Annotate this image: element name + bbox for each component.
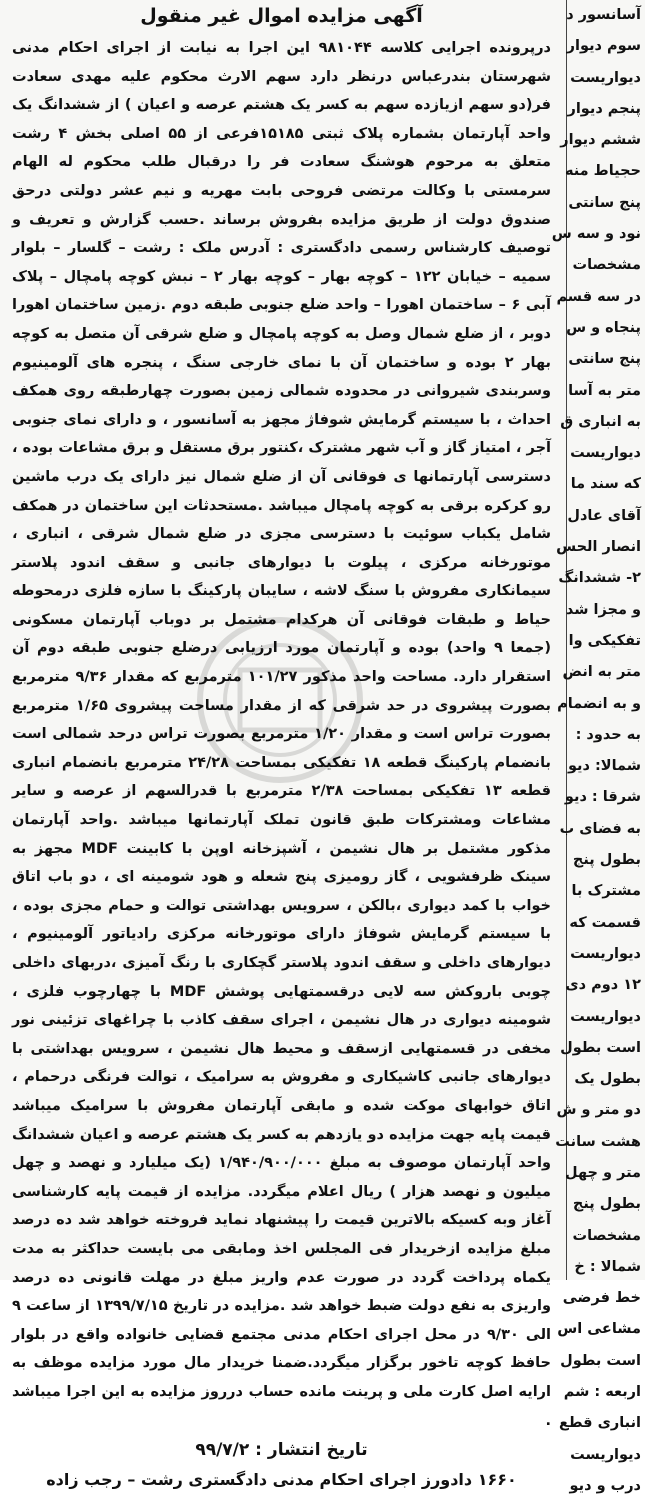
side-column-line: که سند ما bbox=[570, 476, 641, 493]
notice-title: آگهی مزایده اموال غیر منقول bbox=[140, 5, 423, 27]
side-column-line: در سه قسم bbox=[556, 288, 641, 305]
side-column-line: بطول یک bbox=[574, 1071, 641, 1088]
side-column-line: تفکیکی وا bbox=[568, 632, 641, 649]
side-column-line: درب و دیو bbox=[569, 1477, 641, 1494]
side-column-line: قسمت که bbox=[569, 914, 641, 931]
side-column-line: شرقا : دیو bbox=[564, 789, 641, 806]
adjacent-notice-column bbox=[551, 0, 645, 1494]
notice-body: درپرونده اجرایی کلاسه ۹۸۱۰۴۴ این اجرا به نیابت از اجرای احکام مدنی شهرستان بندرعباس درنظر دارد سهم الارث محکوم علیه مهدی سعادت فر(دو سهم ازیازده سهم به کسر یک هشتم عرصه و اعیان ) از ششدانگ یک واحد آپارتمان بشماره پلاک ثبتی ۱۵۱۸۵فرعی از ۵۵ اصلی بخش ۴ رشت متعلق به مرحوم هوشنگ سعادت فر را درقبال طلب محکوم له الهام سرمستی با وکالت مرتضی فروحی بابت مهریه و نیم عشر دولتی درحق صندوق دولت از طریق مزایده بفروش برساند .حسب گزارش و تعریف و توصیف کارشناس رسمی دادگستری : آدرس ملک : رشت – گلسار – بلوار سمیه – خیابان ۱۲۲ – کوچه بهار – کوچه بهار ۲ – نبش کوچه پامچال – پلاک آبی ۶ – ساختمان اهورا – واحد ضلع جنوبی طبقه دوم .زمین ساختمان اهورا دوبر ، از ضلع شمال وصل به کوچه پامچال و ضلع شرقی آن متصل به کوچه بهار ۲ بوده و ساختمان آن با نمای خارجی سنگ ، پنجره های آلومینیوم وسربندی شیروانی در محدوده شمالی زمین بصورت چهارطبقه روی همکف احداث ، با سیستم گرمایش شوفاژ مجهز به آسانسور ، و دارای نمای جنوبی آجر ، امتیاز گاز و آب شهر مشترک ،کنتور برق مستقل و برق مشاعات بوده ، دسترسی آپارتمانها ی فوقانی آن از ضلع شمال نیز دارای یک درب ماشین رو کرکره برقی به کوچه پامچال میباشد .مستحدثات این ساختمان در همکف شامل یکباب سوئیت با دسترسی مجزی در ضلع شمال شرقی ، انباری ، موتورخانه مرکزی ، پیلوت با دیوارهای جانبی و سقف اندود پلاستر سیمانکاری مفروش با سنگ لاشه ، سایبان پارکینگ با سازه فلزی درمحوطه حیاط و طبقات فوقانی آن هرکدام مشتمل بر دوباب آپارتمان مسکونی (جمعا ۹ واحد) بوده و آپارتمان مورد ارزیابی درضلع جنوبی طبقه دوم آن استقرار دارد. مساحت واحد مذکور ۱۰۱/۲۷ مترمربع که مقدار ۹/۳۶ مترمربع بصورت پیشروی در حد شرقی که از مقدار مساحت پیشروی ۱/۶۵ مترمربع بصورت تراس است و مقدار ۱/۲۰ مترمربع بصورت تراس درحد شمالی است بانضمام پارکینگ قطعه ۱۸ تفکیکی بمساحت ۲۴/۲۸ مترمربع بانضمام انباری قطعه ۱۳ تفکیکی بمساحت ۲/۳۸ مترمربع با قدرالسهم از عرصه و سایر مشاعات ومشترکات طبق قانون تملک آپارتمانها میباشد .واحد آپارتمان مذکور مشتمل بر هال نشیمن ، آشپزخانه اوپن با کابینت MDF مجهز به سینک ظرفشویی ، گاز رومیزی پنج شعله و هود شومینه ای ، دو باب اتاق خواب با کمد دیواری ،بالکن ، سرویس بهداشتی توالت و حمام مجزی بوده ، با سیستم گرمایش شوفاژ دارای موتورخانه مرکزی رادیاتور آلومینیوم ، دیوارهای داخلی و سقف اندود پلاستر گچکاری با رنگ آمیزی ،دربهای داخلی چوبی باروکش سه لایی درقسمتهایی پوشش MDF با چهارچوب فلزی ، شومینه دیواری در هال نشیمن ، اجرای سقف کاذب با چراغهای تزئینی نور مخفی در قسمتهایی ازسقف و محیط هال نشیمن ، سرویس بهداشتی با دیوارهای جانبی کاشیکاری و مفروش به سرامیک ، توالت فرنگی درحمام ، اتاق خوابهای موکت شده و مابقی آپارتمان مفروش با سرامیک میباشد قیمت پایه جهت مزایده دو یازدهم به کسر یک هشتم عرصه و اعیان ششدانگ واحد آپارتمان موصوف به مبلغ ۱/۹۴۰/۹۰۰/۰۰۰ (یک میلیارد و نهصد و چهل میلیون و نهصد هزار ) ریال اعلام میگردد. مزایده از قیمت پایه کارشناسی آغاز وبه کسیکه بالاترین قیمت را پیشنهاد نماید فروخته خواهد شد ده درصد مبلغ مزایده ازخریدار فی المجلس اخذ ومابقی می بایست حداکثر به مدت یکماه پرداخت گردد در صورت عدم واریز مبلغ در مهلت قانونی ده درصد واریزی به نفع دولت ضبط خواهد شد .مزایده در تاریخ ۱۳۹۹/۷/۱۵ از ساعت ۹ الی ۹/۳۰ در محل اجرای احکام مدنی مجتمع قضایی خانواده واقع در بلوار حافظ کوچه تاخور برگزار میگردد.ضمنا خریدار مال مورد مزایده موظف به ارایه اصل کارت ملی و پرینت مانده حساب درروز مزایده به این اجرا میباشد . bbox=[12, 40, 552, 1429]
side-column-line: پنجم دیوار bbox=[567, 100, 641, 117]
side-column-line: ششم دیوار bbox=[560, 132, 641, 149]
side-column-line: دیواریست bbox=[570, 445, 641, 462]
side-column-line: مشخصات bbox=[572, 257, 641, 274]
publication-date: تاریخ انتشار : ۹۹/۷/۲ bbox=[195, 1440, 368, 1461]
side-column-line: دیواریست bbox=[570, 945, 641, 962]
side-column-line: حجیاط منه bbox=[564, 163, 641, 180]
side-column-line: شمالا : خ bbox=[574, 1258, 641, 1275]
side-column-line: هشت سانت bbox=[555, 1133, 641, 1150]
side-column-line: دیواریست bbox=[570, 69, 641, 86]
side-column-line: اربعه : شم bbox=[563, 1384, 641, 1401]
side-column-line: نود و سه س bbox=[551, 226, 641, 243]
side-column-line: و به انضمام bbox=[557, 695, 641, 712]
side-column-line: انصار الحس bbox=[556, 539, 641, 556]
side-column-line: سوم دیوار bbox=[566, 38, 641, 55]
side-column-line: پنج سانتی bbox=[568, 351, 641, 368]
notice-signature: ۱۶۶۰ دادورز اجرای احکام مدنی دادگستری رشت – رجب زاده bbox=[46, 1470, 517, 1490]
side-column-line: بطول پنج bbox=[572, 852, 641, 869]
side-column-line: به حدود : bbox=[575, 726, 641, 743]
side-column-line: شمالا: دیو bbox=[567, 758, 641, 775]
side-column-line: ۱۲ دوم دی bbox=[565, 977, 641, 994]
side-column-line: مشاعی اس bbox=[557, 1321, 641, 1338]
side-column-line: به انباری ق bbox=[560, 413, 641, 430]
side-column-line: خط فرضی bbox=[562, 1290, 641, 1307]
side-column-line: انباری قطع bbox=[559, 1415, 641, 1432]
side-column-line: و مجزا شد bbox=[565, 601, 641, 618]
side-column-line: ۲- ششدانگ bbox=[558, 570, 641, 587]
side-column-line: پنج سانتی bbox=[568, 194, 641, 211]
side-column-line: است بطول bbox=[560, 1039, 641, 1056]
side-column-line: دیواریست bbox=[570, 1446, 641, 1463]
side-column-line: به فضای ب bbox=[559, 820, 641, 837]
side-column-line: آسانسور د bbox=[566, 7, 641, 23]
side-column-line: دو متر و ش bbox=[556, 1102, 641, 1119]
auction-notice bbox=[8, 0, 555, 1490]
side-column-line: پنجاه و س bbox=[566, 319, 641, 336]
side-column-line: آقای عادل bbox=[567, 507, 641, 524]
side-column-line: دیواریست bbox=[570, 1008, 641, 1025]
side-column-line: مشترک با bbox=[571, 883, 641, 900]
side-column-line: بطول پنج bbox=[572, 1196, 641, 1213]
side-column-line: متر به آسا bbox=[568, 382, 641, 399]
side-column-line: است بطول bbox=[560, 1352, 641, 1369]
side-column-line: مشخصات bbox=[572, 1227, 641, 1244]
side-column-line: متر به انض bbox=[562, 664, 641, 681]
side-column-line: متر و چهل bbox=[565, 1164, 641, 1181]
